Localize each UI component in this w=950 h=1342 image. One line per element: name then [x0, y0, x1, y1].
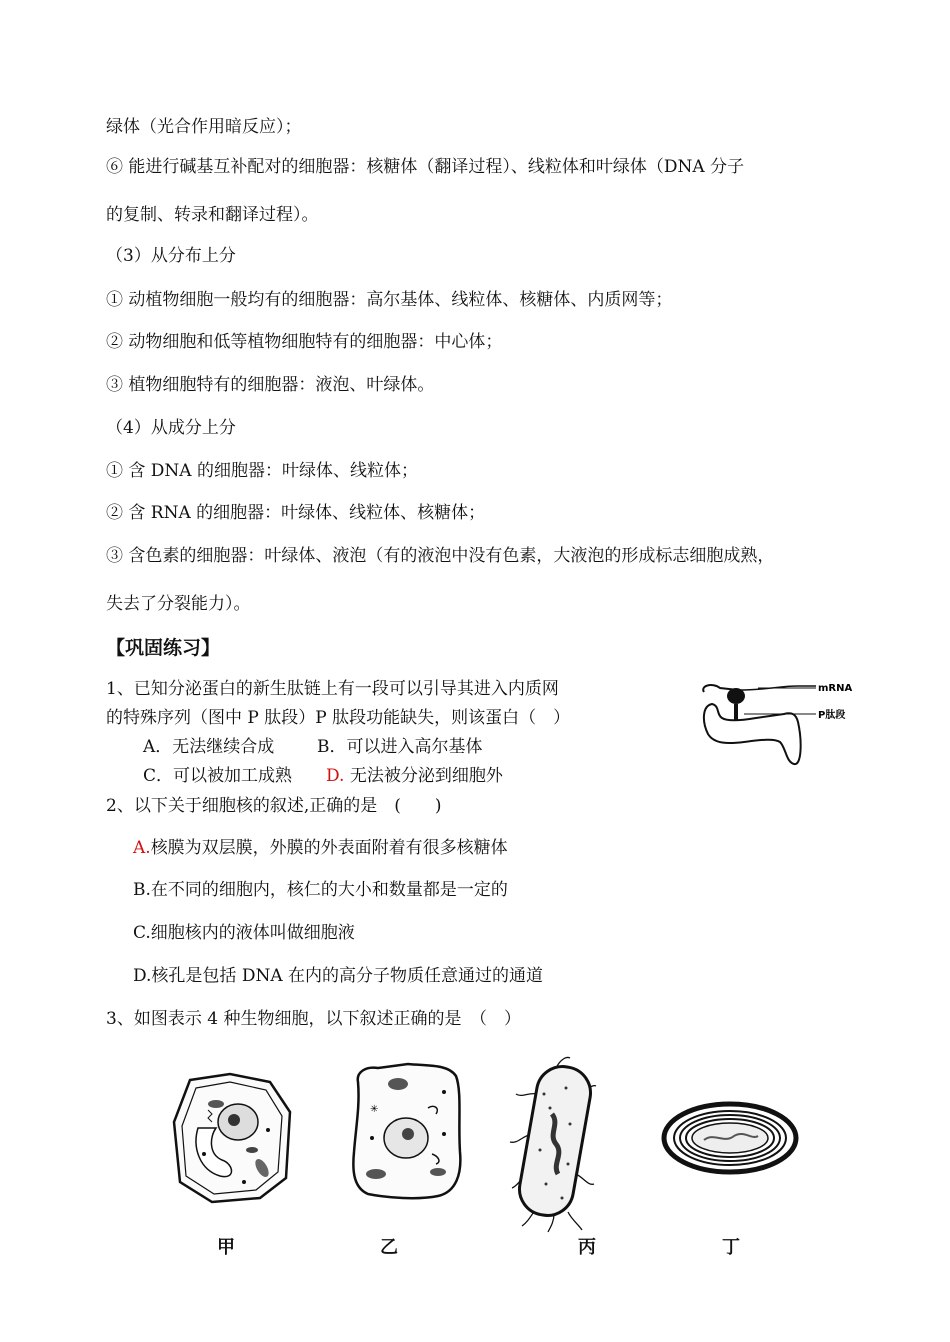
- note-line: ① 含 DNA 的细胞器：叶绿体、线粒体；: [106, 461, 418, 481]
- q1-option-d-text: 无法被分泌到细胞外: [349, 766, 503, 786]
- q2-option-a: [133, 837, 508, 859]
- q2-option-a-letter: A.: [133, 838, 151, 858]
- q1-option-c: C．可以被加工成熟: [143, 766, 293, 786]
- svg-text:✳: ✳: [370, 1104, 379, 1115]
- q3-stem: 3、如图表示 4 种生物细胞，以下叙述正确的是 （ ）: [106, 1009, 521, 1029]
- caption-yi: 乙: [380, 1237, 398, 1258]
- note-line: ① 动植物细胞一般均有的细胞器：高尔基体、线粒体、核糖体、内质网等；: [106, 290, 673, 310]
- note-line: 失去了分裂能力）。: [106, 594, 251, 614]
- q1-option-a: A．无法继续合成: [143, 737, 275, 757]
- q2-option-b: B.在不同的细胞内，核仁的大小和数量都是一定的: [133, 880, 508, 900]
- q1-option-d-letter: D.: [326, 766, 345, 786]
- q1-stem: 1、已知分泌蛋白的新生肽链上有一段可以引导其进入内质网: [106, 679, 559, 699]
- plant-cell-image: [168, 1070, 298, 1205]
- animal-cell-image: [348, 1062, 466, 1200]
- note-line: 的复制、转录和翻译过程）。: [106, 205, 319, 225]
- q2-stem: 2、以下关于细胞核的叙述,正确的是 ( ): [106, 796, 442, 816]
- q1-option-d: [326, 765, 503, 787]
- cyst-cell-image: [660, 1100, 800, 1176]
- caption-ding: 丁: [722, 1237, 740, 1258]
- q2-option-a-text: 核膜为双层膜，外膜的外表面附着有很多核糖体: [150, 838, 508, 858]
- note-line: ⑥ 能进行碱基互补配对的细胞器：核糖体（翻译过程）、线粒体和叶绿体（DNA 分子: [106, 157, 745, 177]
- q2-option-c: C.细胞核内的液体叫做细胞液: [133, 923, 355, 943]
- subheading: （3）从分布上分: [106, 246, 236, 266]
- ribosome-diagram: [698, 678, 868, 773]
- note-line: ② 含 RNA 的细胞器：叶绿体、线粒体、核糖体；: [106, 503, 486, 523]
- note-line: ③ 植物细胞特有的细胞器：液泡、叶绿体。: [106, 375, 435, 395]
- mrna-label: mRNA: [818, 683, 853, 694]
- caption-bing: 丙: [578, 1237, 596, 1258]
- q1-option-b: B．可以进入高尔基体: [317, 737, 483, 757]
- note-line: ③ 含色素的细胞器：叶绿体、液泡（有的液泡中没有色素，大液泡的形成标志细胞成熟，: [106, 546, 775, 566]
- subheading: （4）从成分上分: [106, 418, 236, 438]
- section-title: 【巩固练习】: [106, 637, 221, 659]
- bacterium-image: [508, 1054, 598, 1234]
- p-segment-label: P肽段: [818, 710, 846, 721]
- q1-stem: 的特殊序列（图中 P 肽段）P 肽段功能缺失，则该蛋白（ ）: [106, 708, 571, 728]
- note-line: ② 动物细胞和低等植物细胞特有的细胞器：中心体；: [106, 332, 503, 352]
- caption-jia: 甲: [217, 1237, 235, 1258]
- note-line: 绿体（光合作用暗反应）；: [106, 117, 302, 137]
- q2-option-d: D.核孔是包括 DNA 在内的高分子物质任意通过的通道: [133, 966, 544, 986]
